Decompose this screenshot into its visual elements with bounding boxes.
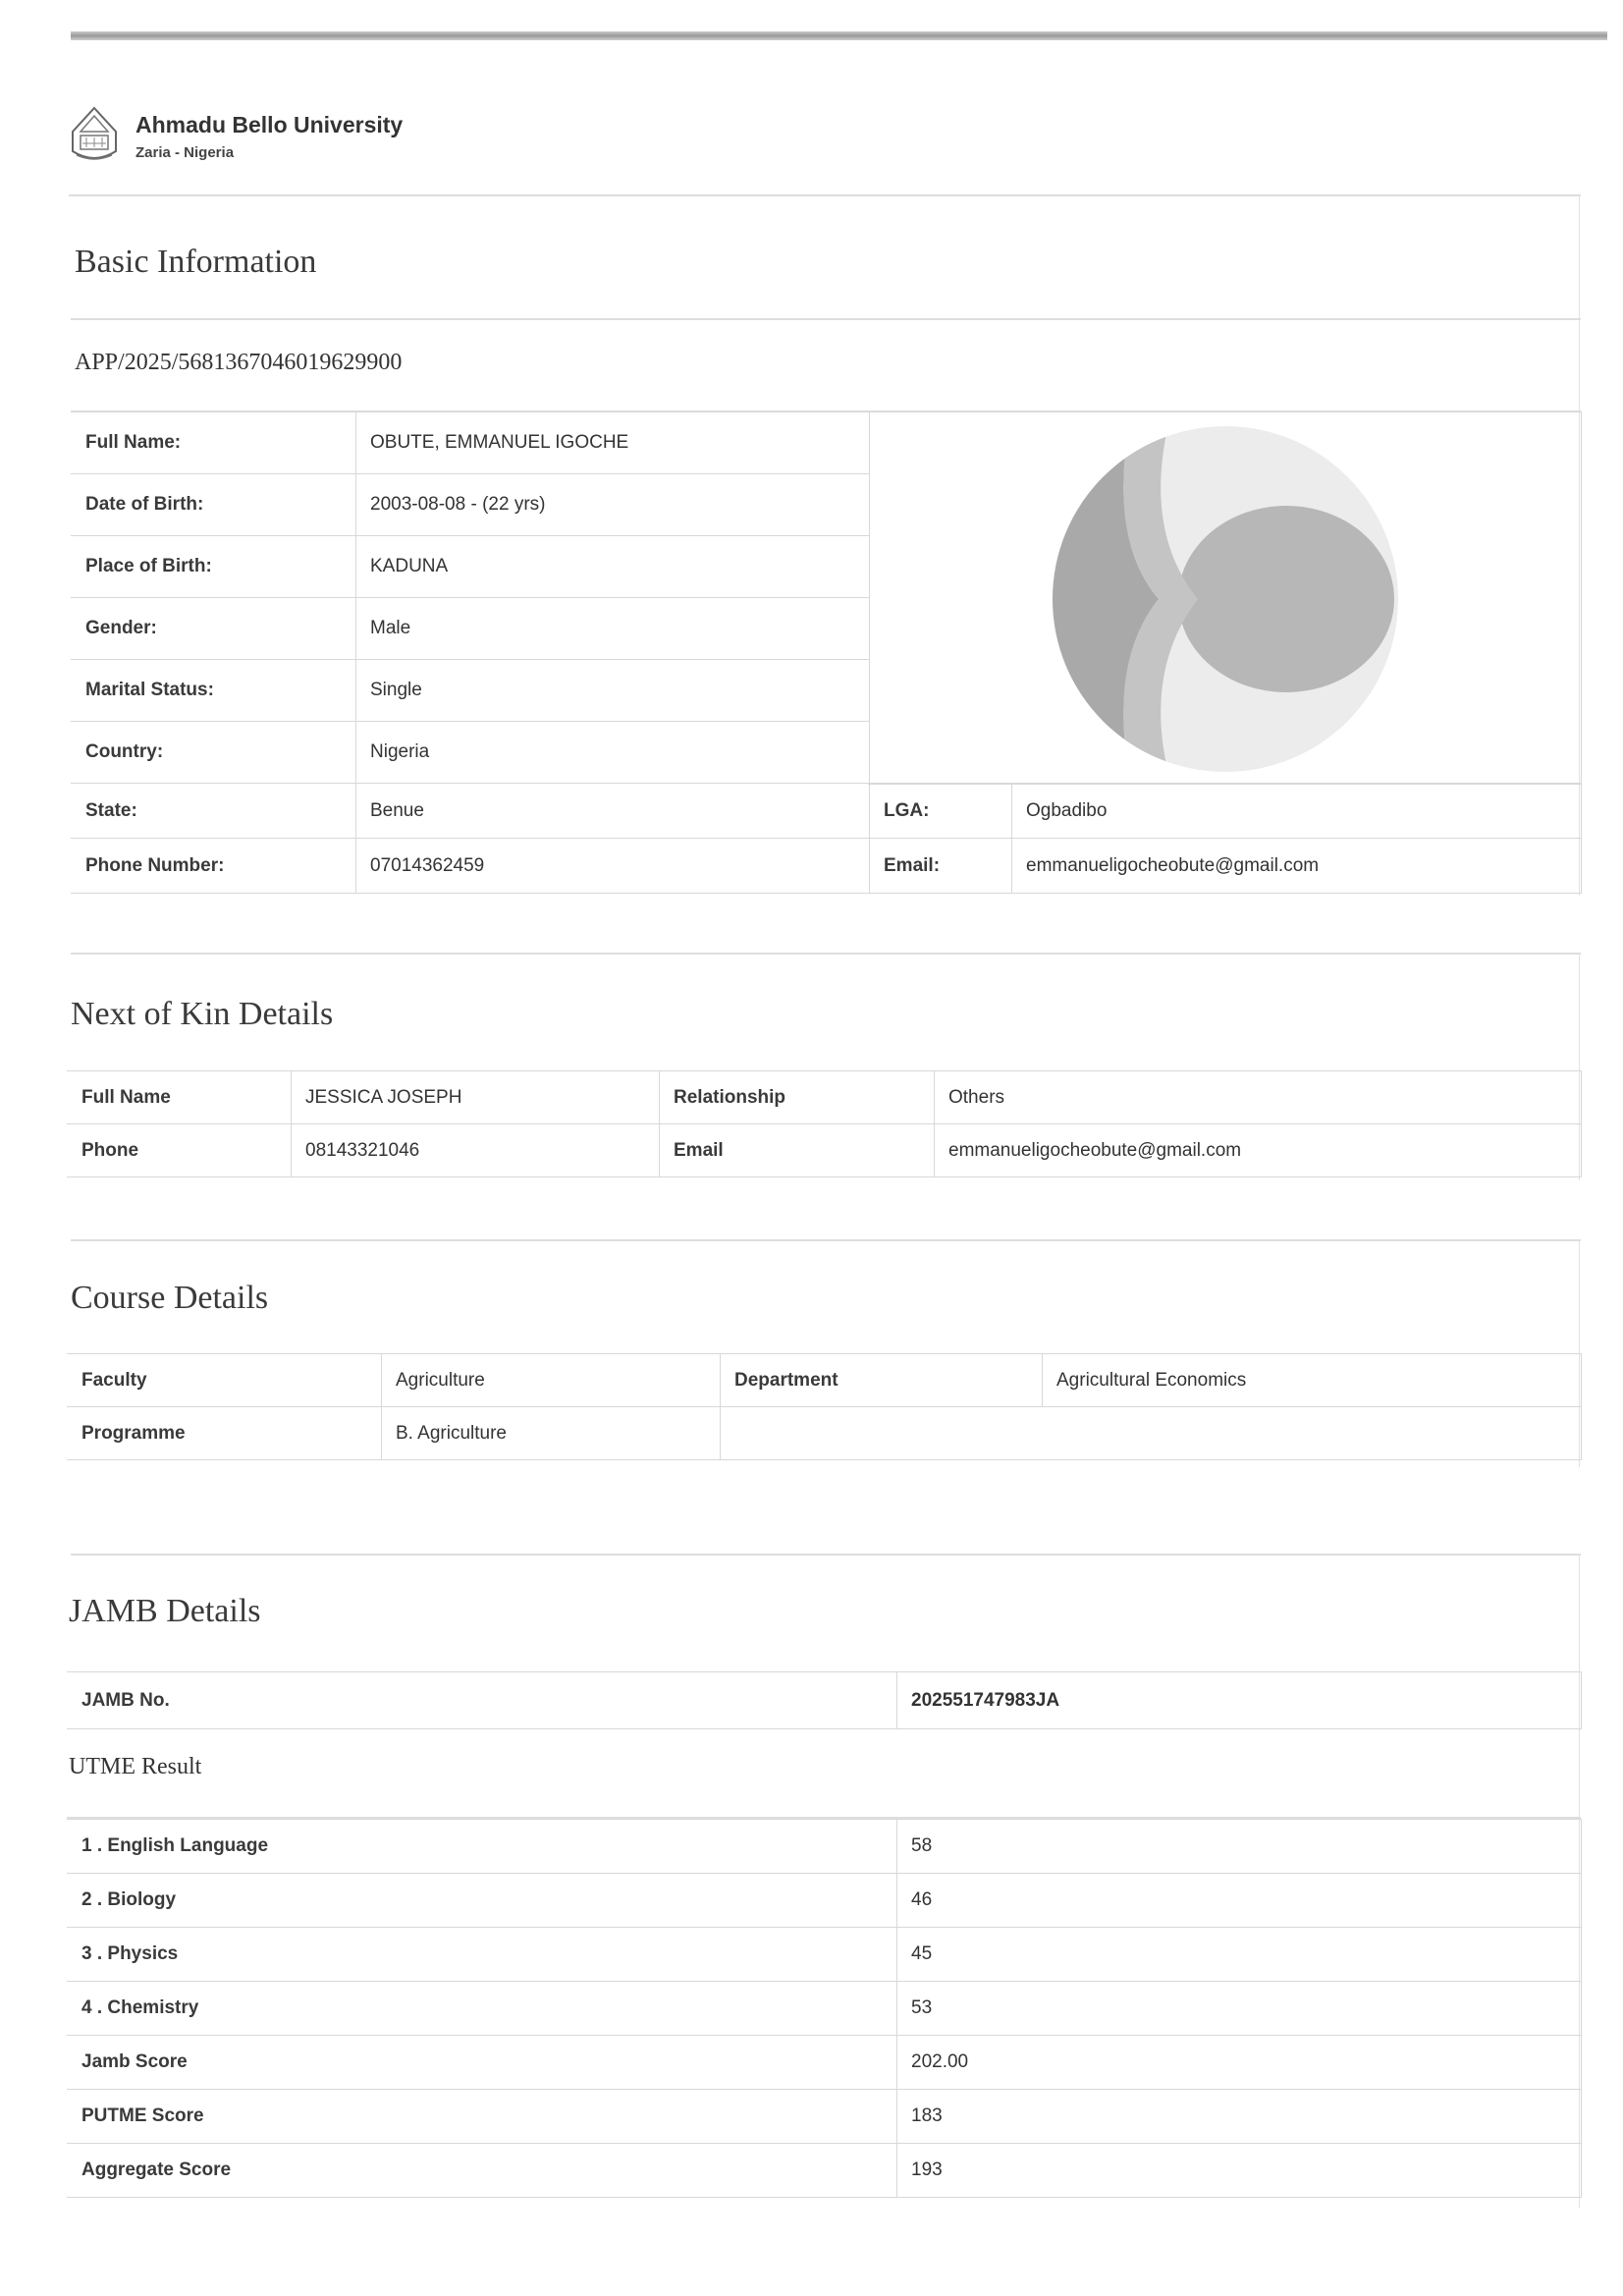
lga-value: Ogbadibo: [1012, 784, 1582, 839]
contact-table: [71, 783, 1582, 894]
putme-score-value: 183: [897, 2090, 1582, 2144]
table-row: [68, 1354, 1582, 1407]
table-row: [68, 2090, 1582, 2144]
field-label: Place of Birth:: [72, 536, 356, 598]
table-row: [68, 1928, 1582, 1982]
table-row: [72, 412, 870, 474]
field-label: Department: [721, 1354, 1043, 1407]
table-row: [72, 474, 870, 536]
table-row: [68, 2036, 1582, 2090]
field-label: Phone Number:: [72, 839, 356, 894]
field-label: Programme: [68, 1407, 382, 1460]
table-row: [72, 722, 870, 784]
table-row: [68, 1820, 1582, 1874]
avatar: [1051, 424, 1400, 774]
table-row: [68, 1672, 1582, 1729]
field-label: Country:: [72, 722, 356, 784]
kin-email-value: emmanueligocheobute@gmail.com: [935, 1124, 1582, 1177]
field-label: Full Name:: [72, 412, 356, 474]
programme-value: B. Agriculture: [382, 1407, 721, 1460]
table-row: [68, 1407, 1582, 1460]
kin-phone-value: 08143321046: [292, 1124, 660, 1177]
gender-value: Male: [356, 598, 870, 660]
jamb-score-value: 202.00: [897, 2036, 1582, 2090]
score-label: PUTME Score: [68, 2090, 897, 2144]
divider: [71, 1554, 1581, 1556]
table-row: [72, 660, 870, 722]
email-value: emmanueligocheobute@gmail.com: [1012, 839, 1582, 894]
course-details-title: Course Details: [71, 1280, 269, 1316]
state-value: Benue: [356, 784, 870, 839]
country-value: Nigeria: [356, 722, 870, 784]
divider: [71, 953, 1581, 955]
utme-result-title: UTME Result: [69, 1754, 202, 1779]
field-label: Email:: [870, 839, 1012, 894]
divider: [71, 318, 1581, 320]
subject-label: 4 . Chemistry: [68, 1982, 897, 2036]
field-label: Marital Status:: [72, 660, 356, 722]
field-label: Phone: [68, 1124, 292, 1177]
place-of-birth-value: KADUNA: [356, 536, 870, 598]
table-row: [72, 839, 1582, 894]
field-label: Full Name: [68, 1071, 292, 1124]
field-label: JAMB No.: [68, 1672, 897, 1729]
next-of-kin-table: [67, 1070, 1582, 1177]
dob-value: 2003-08-08 - (22 yrs): [356, 474, 870, 536]
score-label: Aggregate Score: [68, 2144, 897, 2198]
department-value: Agricultural Economics: [1043, 1354, 1582, 1407]
empty-cell: [721, 1407, 1582, 1460]
marital-status-value: Single: [356, 660, 870, 722]
university-location: Zaria - Nigeria: [135, 144, 235, 161]
divider: [69, 194, 1581, 196]
aggregate-score-value: 193: [897, 2144, 1582, 2198]
field-label: Email: [660, 1124, 935, 1177]
course-details-table: [67, 1353, 1582, 1460]
table-row: [68, 1071, 1582, 1124]
score-value: 58: [897, 1820, 1582, 1874]
jamb-no-table: [67, 1671, 1582, 1729]
top-rule: [71, 31, 1607, 40]
full-name-value: OBUTE, EMMANUEL IGOCHE: [356, 412, 870, 474]
basic-info-table: [71, 411, 870, 784]
subject-label: 3 . Physics: [68, 1928, 897, 1982]
subject-label: 2 . Biology: [68, 1874, 897, 1928]
field-label: Faculty: [68, 1354, 382, 1407]
table-row: [72, 784, 1582, 839]
faculty-value: Agriculture: [382, 1354, 721, 1407]
field-label: Date of Birth:: [72, 474, 356, 536]
kin-name-value: JESSICA JOSEPH: [292, 1071, 660, 1124]
field-label: Relationship: [660, 1071, 935, 1124]
utme-result-table: [67, 1819, 1582, 2198]
table-row: [68, 1874, 1582, 1928]
basic-info-title: Basic Information: [75, 244, 317, 280]
table-row: [72, 598, 870, 660]
divider: [71, 1239, 1581, 1241]
kin-relationship-value: Others: [935, 1071, 1582, 1124]
score-value: 53: [897, 1982, 1582, 2036]
field-label: LGA:: [870, 784, 1012, 839]
university-name: Ahmadu Bello University: [135, 112, 404, 137]
jamb-details-title: JAMB Details: [69, 1593, 261, 1629]
field-label: Gender:: [72, 598, 356, 660]
application-number: APP/2025/5681367046019629900: [75, 350, 403, 375]
table-row: [72, 536, 870, 598]
jamb-number-value: 202551747983JA: [897, 1672, 1582, 1729]
next-of-kin-title: Next of Kin Details: [71, 996, 334, 1032]
table-row: [68, 1124, 1582, 1177]
phone-value: 07014362459: [356, 839, 870, 894]
subject-label: 1 . English Language: [68, 1820, 897, 1874]
page-header: [69, 102, 403, 171]
table-row: [68, 1982, 1582, 2036]
university-crest-icon: [69, 106, 120, 167]
score-value: 45: [897, 1928, 1582, 1982]
table-row: [68, 2144, 1582, 2198]
field-label: State:: [72, 784, 356, 839]
score-value: 46: [897, 1874, 1582, 1928]
score-label: Jamb Score: [68, 2036, 897, 2090]
